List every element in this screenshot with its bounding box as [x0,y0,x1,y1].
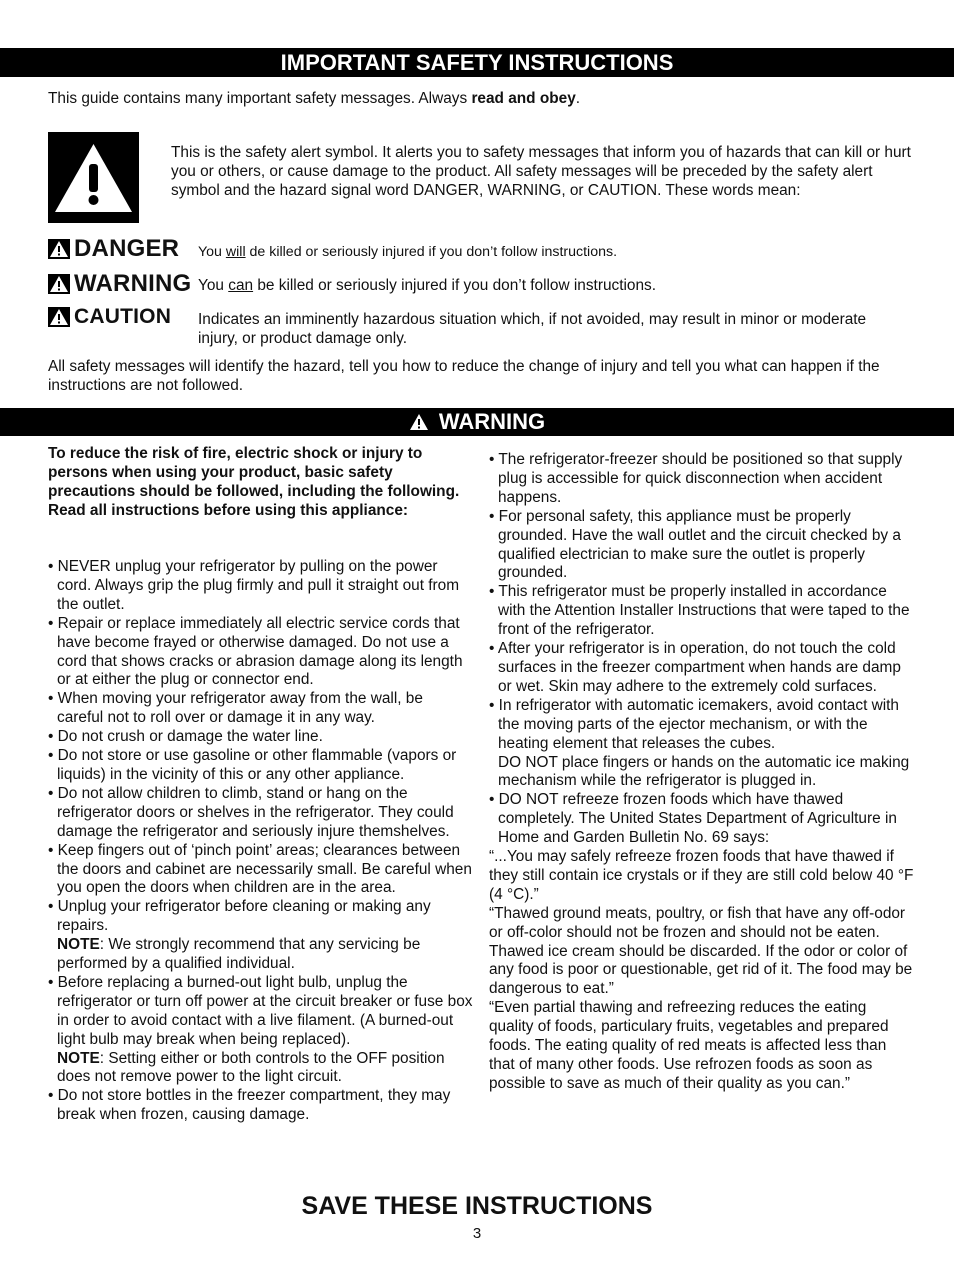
list-item: • When moving your refrigerator away from the wall, be careful not to roll over or damage it in any way. [48,690,423,727]
list-item: • Keep fingers out of ‘pinch point’ areas; clearances between the doors and cabinet are necessarily small. Be careful when you open the doors when children are in the area. [48,841,472,897]
warning-bar-title: WARNING [438,409,546,434]
note: NOTE: Setting either or both controls to the OFF position does not remove power to the light circuit. [57,1049,445,1086]
warning-signal [48,271,191,297]
list-item: • NEVER unplug your refrigerator by pulling on the power cord. Always grip the plug firmly and pull it straight out from the outlet. [48,558,460,613]
important-safety-header [0,48,954,77]
intro-bold: read and obey [471,90,576,107]
list-item: • Do not store bottles in the freezer compartment, they may break when frozen, causing damage. [48,1087,451,1124]
list-item: • Do not allow children to climb, stand or hang on the refrigerator doors or shelves in the refrigerator. They could damage the refrigerator and seriously injure themshelves. [48,784,454,840]
danger-word: DANGER [74,235,180,262]
safety-alert-symbol [48,132,139,223]
warning-header [0,408,954,436]
usda-quote: “...You may safely refreeze frozen foods that have thawed if they still contain ice crystals or if they are still cold below 40 °F (4 °C).” [489,848,914,903]
page-number: 3 [472,1225,482,1242]
warning-word: WARNING [74,270,192,297]
caution-triangle-icon [48,307,70,327]
caution-word: CAUTION [74,305,172,328]
right-instructions-list [489,451,914,1094]
note: DO NOT place fingers or hands on the automatic ice making mechanism while the refrigerator is plugged in. [498,753,910,790]
warning-description: You can be killed or seriously injured if you don’t follow instructions. [198,277,656,294]
left-instructions-list [48,558,473,1125]
list-item: • After your refrigerator is in operation, do not touch the cold surfaces in the freezer compartment when hands are damp or wet. Skin may adhere to the extremely cold surfaces. [489,640,901,695]
caution-signal [48,305,171,329]
list-item: • Repair or replace immediately all electric service cords that have become frayed or otherwise damaged. Do not use a cord that shows cracks or abrasion damage along its length or at either the plug or connector end. [48,614,463,689]
list-item: • In refrigerator with automatic icemakers, avoid contact with the moving parts of the ejector mechanism, or with the heating element that releases the cubes. DO NOT place fingers or hands on the automatic ice making mechanism while the refrigerator is plugged in. [489,697,914,792]
lead-paragraph: To reduce the risk of fire, electric shock or injury to persons when using your product, basic safety precautions should be followed, including the following. Read all instructions before using this appliance: [48,445,460,519]
caution-description: Indicates an imminently hazardous situation which, if not avoided, may result in minor or moderate injury, or product damage only. [198,311,867,347]
list-item: • Before replacing a burned-out light bulb, unplug the refrigerator or turn off power at the circuit breaker or fuse box in order to avoid contact with a live filament. (A burned-out light bulb may break when being replaced). NOTE: Setting either or both controls to the OFF position does not remove power to the light circuit. [48,973,473,1086]
list-item: • Do not crush or damage the water line. [48,728,323,746]
alert-description: This is the safety alert symbol. It alerts you to safety messages that inform you of hazards that can kill or hurt you or others, or cause damage to the product. All safety messages will be preceded by the safety alert symbol and the hazard signal word DANGER, WARNING, or CAUTION. These words mean: [171,144,911,199]
list-item: • The refrigerator-freezer should be positioned so that supply plug is accessible for quick disconnection when accident happens. [489,451,903,506]
list-item: • This refrigerator must be properly installed in accordance with the Attention Installer Instructions that were taped to the front of the refrigerator. [489,583,910,639]
list-item: • DO NOT refreeze frozen foods which have thawed completely. The United States Department of Agriculture in Home and Garden Bulletin No. 69 says: [489,791,897,847]
danger-signal [48,236,179,262]
usda-quote: “Even partial thawing and refreezing reduces the eating quality of foods, particulary fruits, vegetables and prepared foods. The eating quality of red meats is affected less than that of many other foods. Use refrozen foods as soon as possible to save as much of their quality as you can.” [489,999,889,1092]
all-messages-paragraph: All safety messages will identify the hazard, tell you how to reduce the change of injury and tell you what can happen if the instructions are not followed. [48,358,880,394]
note: NOTE: We strongly recommend that any servicing be performed by a qualified individual. [57,936,421,973]
header-title: IMPORTANT SAFETY INSTRUCTIONS [280,50,674,75]
list-item: • Unplug your refrigerator before cleaning or making any repairs. NOTE: We strongly recommend that any servicing be performed by a qualified individual. [48,898,473,974]
warning-triangle-icon [48,132,139,223]
intro-paragraph: This guide contains many important safety messages. Always read and obey. [48,90,581,107]
danger-triangle-icon [48,239,70,259]
danger-description: You will de killed or seriously injured if you don’t follow instructions. [198,244,618,260]
save-instructions-title: SAVE THESE INSTRUCTIONS [301,1192,653,1220]
list-item: • Do not store or use gasoline or other flammable (vapors or liquids) in the vicinity of this or any other appliance. [48,747,457,783]
list-item: • For personal safety, this appliance must be properly grounded. Have the wall outlet and the circuit checked by a qualified electrician to make sure the outlet is properly grounded. [489,507,901,582]
usda-quote: “Thawed ground meats, poultry, or fish that have any off-odor or off-color should not be frozen and should not be eaten. Thawed ice cream should be discarded. If the odor or color of any food is poor or questionable, get rid of it. The food may be dangerous to eat.” [489,904,913,998]
warning-signal-triangle-icon [48,274,70,294]
warning-bar-triangle-icon [409,410,429,438]
